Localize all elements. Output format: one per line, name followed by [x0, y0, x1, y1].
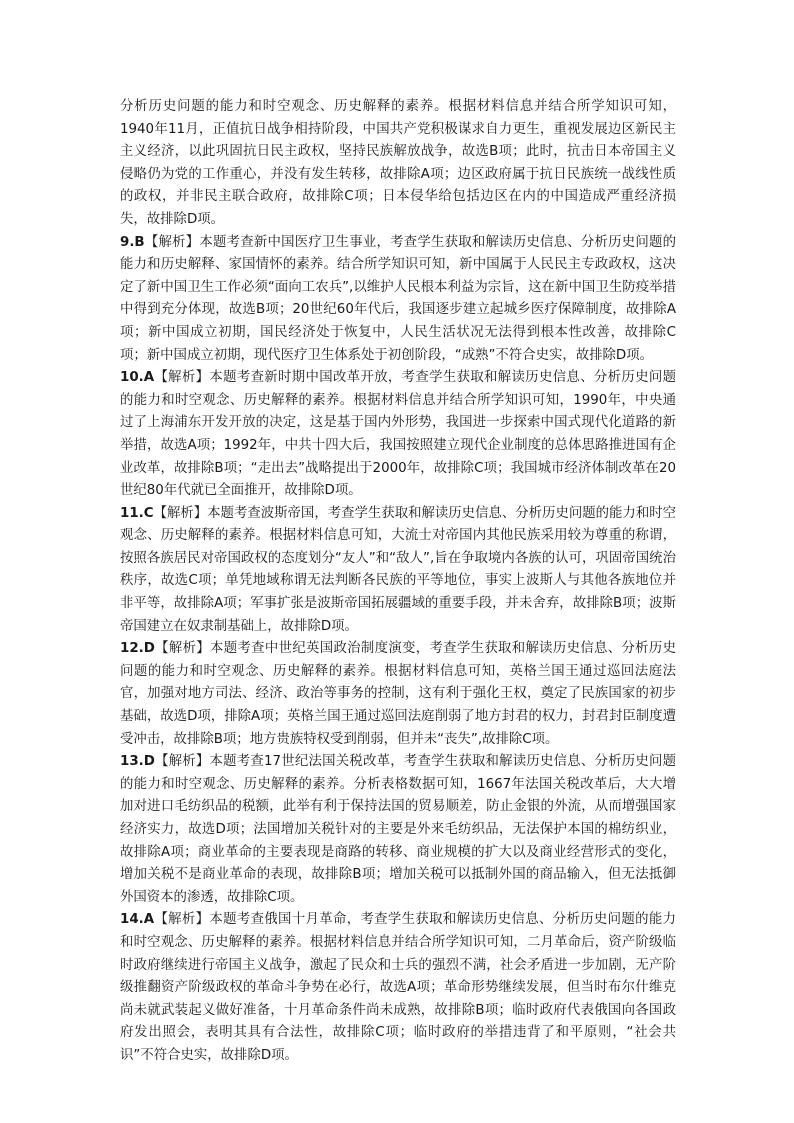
paragraph-text: 【解析】本题考查17世纪法国关税改革，考查学生获取和解读历史信息、分析历史问题的能力和时空观念、历史解释的素养。分析表格数据可知，1667年法国关税改革后，大大增加对进口毛纺织品的税额，此举有利于保持法国的贸易顺差，防止金银的外流，从而增强国家经济实力，故选D项；法国增加关税针对的主要是外来毛纺织品，无法保护本国的棉纺织业，故排除A项；商业革命的主要表现是商路的转移、商业规模的扩大以及商业经营形式的变化，增加关税不是商业革命的表现，故排除B项；增加关税可以抵制外国的商品输入，但无法抵御外国资本的渗透，故排除C项。 — [120, 754, 676, 905]
paragraph-question-10 — [120, 367, 676, 503]
question-number: 9.B — [120, 234, 145, 250]
paragraph-8-continued — [120, 96, 676, 232]
paragraph-question-9 — [120, 232, 676, 368]
paragraph-question-12 — [120, 638, 676, 751]
question-number: 10.A — [120, 370, 155, 386]
paragraph-text: 分析历史问题的能力和时空观念、历史解释的素养。根据材料信息并结合所学知识可知，1940年11月，正值抗日战争相持阶段，中国共产党积极谋求自力更生，重视发展边区新民主主义经济，以此巩固抗日民主政权，坚持民族解放战争，故选B项；此时，抗击日本帝国主义侵略仍为党的工作重心，并没有发生转移，故排除A项；边区政府属于抗日民族统一战线性质的政权，并非民主联合政府，故排除C项；日本侵华给包括边区在内的中国造成严重经济损失，故排除D项。 — [120, 99, 676, 227]
paragraph-question-11 — [120, 503, 676, 639]
paragraph-text: 【解析】本题考查中世纪英国政治制度演变，考查学生获取和解读历史信息、分析历史问题的能力和时空观念、历史解释的素养。根据材料信息可知，英格兰国王通过巡回法庭法官，加强对地方司法、经济、政治等事务的控制，这有利于强化王权，奠定了民族国家的初步基础，故选D项，排除A项；英格兰国王通过巡回法庭削弱了地方封君的权力，封君封臣制度遭受冲击，故排除B项；地方贵族特权受到削弱，但并未“丧失”,故排除C项。 — [120, 641, 676, 747]
question-number: 12.D — [120, 641, 155, 657]
question-number: 14.A — [120, 912, 155, 928]
paragraph-question-13 — [120, 751, 676, 909]
question-number: 13.D — [120, 754, 155, 770]
paragraph-text: 【解析】本题考查俄国十月革命，考查学生获取和解读历史信息、分析历史问题的能力和时空观念、历史解释的素养。根据材料信息并结合所学知识可知，二月革命后，资产阶级临时政府继续进行帝国主义战争，激起了民众和士兵的强烈不满，社会矛盾进一步加剧，无产阶级推翻资产阶级政权的革命斗争势在必行，故选A项；革命形势继续发展，但当时布尔什维克尚未就武装起义做好准备，十月革命条件尚未成熟，故排除B项；临时政府代表俄国向各国政府发出照会，表明其具有合法性，故排除C项；临时政府的举措违背了和平原则，“社会共识”不符合史实，故排除D项。 — [120, 912, 676, 1063]
paragraph-text: 【解析】本题考查波斯帝国，考查学生获取和解读历史信息、分析历史问题的能力和时空观念、历史解释的素养。根据材料信息可知，大流士对帝国内其他民族采用较为尊重的称谓，按照各族居民对帝国政权的态度划分“友人”和“敌人”,旨在争取境内各族的认可，巩固帝国统治秩序，故选C项；单凭地域称谓无法判断各民族的平等地位，事实上波斯人与其他各族地位并非平等，故排除A项；军事扩张是波斯帝国拓展疆域的重要手段，并未舍弃，故排除B项；波斯帝国建立在奴隶制基础上，故排除D项。 — [120, 505, 676, 634]
paragraph-question-14 — [120, 909, 676, 1067]
question-number: 11.C — [120, 505, 154, 521]
paragraph-text: 【解析】本题考查新中国医疗卫生事业，考查学生获取和解读历史信息、分析历史问题的能力和历史解释、家国情怀的素养。结合所学知识可知，新中国属于人民民主专政政权，这决定了新中国卫生工作必须“面向工农兵”,以维护人民根本利益为宗旨，这在新中国卫生防疫举措中得到充分体现，故选B项；20世纪60年代后，我国逐步建立起城乡医疗保障制度，故排除A项；新中国成立初期，国民经济处于恢复中，人民生活状况无法得到根本性改善，故排除C项；新中国成立初期，现代医疗卫生体系处于初创阶段，“成熟”不符合史实，故排除D项。 — [120, 234, 676, 363]
answer-explanation-page — [120, 96, 676, 1068]
paragraph-text: 【解析】本题考查新时期中国改革开放，考查学生获取和解读历史信息、分析历史问题的能力和时空观念、历史解释的素养。根据材料信息并结合所学知识可知，1990年，中央通过了上海浦东开发开放的决定，这是基于国内外形势，我国进一步探索中国式现代化道路的新举措，故选A项；1992年，中共十四大后，我国按照建立现代企业制度的总体思路推进国有企业改革，故排除B项；“走出去”战略提出于2000年，故排除C项；我国城市经济体制改革在20世纪80年代就已全面推开，故排除D项。 — [120, 370, 676, 499]
